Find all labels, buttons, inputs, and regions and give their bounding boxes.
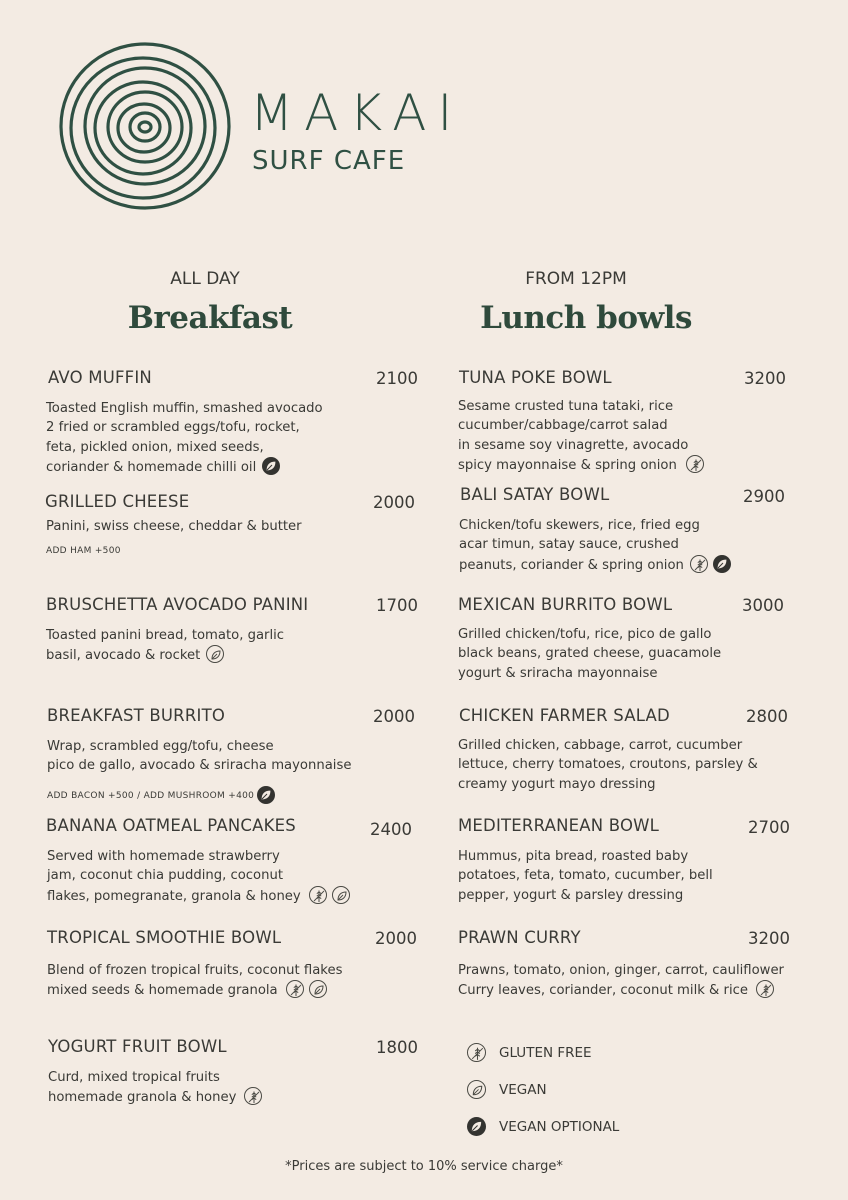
menu-item-price: 2800	[746, 707, 788, 726]
menu-item-name: TUNA POKE BOWL	[459, 368, 612, 387]
legend-vegan-optional: VEGAN OPTIONAL	[467, 1117, 619, 1136]
service-charge-note: *Prices are subject to 10% service charge*	[285, 1159, 563, 1174]
vegan-icon	[332, 886, 350, 904]
gluten-free-icon	[467, 1043, 486, 1062]
menu-item-name: AVO MUFFIN	[48, 368, 152, 387]
menu-item-description: Served with homemade strawberry jam, coconut chia pudding, coconut flakes, pomegranate, granola & honey	[47, 847, 350, 906]
gluten-free-icon	[286, 980, 304, 998]
menu-item-price: 2000	[373, 493, 415, 512]
menu-item-name: PRAWN CURRY	[458, 928, 581, 947]
menu-item-name: YOGURT FRUIT BOWL	[48, 1037, 227, 1056]
lunch-label: FROM 12PM	[525, 269, 627, 289]
vegan-icon	[309, 980, 327, 998]
breakfast-label: ALL DAY	[170, 269, 240, 289]
menu-item-price: 2000	[375, 929, 417, 948]
menu-item-name: MEDITERRANEAN BOWL	[458, 816, 660, 835]
menu-item-price: 3200	[748, 929, 790, 948]
legend-gluten-free: GLUTEN FREE	[467, 1043, 592, 1062]
breakfast-title: Breakfast	[127, 300, 293, 336]
legend-vegan: VEGAN	[467, 1080, 547, 1099]
menu-item-addon: ADD BACON +500 / ADD MUSHROOM +400	[47, 786, 275, 804]
vegan-optional-icon	[713, 555, 731, 573]
menu-item-price: 3200	[744, 369, 786, 388]
menu-item-name: BANANA OATMEAL PANCAKES	[46, 816, 296, 835]
menu-item-description: Grilled chicken/tofu, rice, pico de gallo black beans, grated cheese, guacamole yogurt & sriracha mayonnaise	[458, 627, 722, 681]
spiral-logo-icon	[55, 38, 235, 213]
menu-item-description: Sesame crusted tuna tataki, rice cucumber/cabbage/carrot salad in sesame soy vinagrette, avocado spicy mayonnaise & spring onion	[458, 397, 704, 475]
menu-item-description: Chicken/tofu skewers, rice, fried egg acar timun, satay sauce, crushed peanuts, coriander & spring onion	[459, 516, 731, 575]
gluten-free-icon	[756, 980, 774, 998]
vegan-optional-icon	[257, 786, 275, 804]
menu-item-description: Toasted English muffin, smashed avocado 2 fried or scrambled eggs/tofu, rocket, feta, pickled onion, mixed seeds, coriander & homemade chilli oil	[46, 401, 323, 475]
gluten-free-icon	[244, 1087, 262, 1105]
vegan-optional-icon	[262, 457, 280, 475]
menu-item-description: Wrap, scrambled egg/tofu, cheese pico de gallo, avocado & sriracha mayonnaise	[47, 739, 352, 774]
menu-item-description: Blend of frozen tropical fruits, coconut flakes mixed seeds & homemade granola	[47, 963, 343, 999]
menu-item-description: Prawns, tomato, onion, ginger, carrot, cauliflower Curry leaves, coriander, coconut milk & rice	[458, 963, 784, 999]
menu-item-name: GRILLED CHEESE	[45, 492, 190, 511]
vegan-optional-icon	[467, 1117, 486, 1136]
menu-item-description: Grilled chicken, cabbage, carrot, cucumber lettuce, cherry tomatoes, croutons, parsley & creamy yogurt mayo dressing	[458, 738, 758, 792]
menu-item-name: BRUSCHETTA AVOCADO PANINI	[46, 595, 309, 614]
menu-item-name: BREAKFAST BURRITO	[47, 706, 226, 725]
menu-item-price: 1700	[376, 596, 418, 615]
menu-item-price: 2900	[743, 487, 785, 506]
gluten-free-icon	[309, 886, 327, 904]
menu-item-description: Toasted panini bread, tomato, garlic basil, avocado & rocket	[46, 628, 285, 664]
menu-item-name: BALI SATAY BOWL	[460, 485, 610, 504]
brand-name: MAKAI	[250, 84, 464, 142]
vegan-icon	[206, 645, 224, 663]
lunch-title: Lunch bowls	[480, 300, 692, 336]
gluten-free-icon	[686, 455, 704, 473]
menu-item-price: 3000	[742, 596, 784, 615]
vegan-icon	[467, 1080, 486, 1099]
menu-item-price: 1800	[376, 1038, 418, 1057]
brand-subtitle: SURF CAFE	[252, 146, 406, 176]
menu-item-addon: ADD HAM +500	[46, 546, 121, 556]
menu-item-description: Hummus, pita bread, roasted baby potatoes, feta, tomato, cucumber, bell pepper, yogurt & parsley dressing	[458, 849, 713, 903]
menu-item-price: 2100	[376, 369, 418, 388]
menu-item-description: Panini, swiss cheese, cheddar & butter	[46, 519, 302, 534]
gluten-free-icon	[690, 555, 708, 573]
menu-item-description: Curd, mixed tropical fruits homemade granola & honey	[48, 1068, 262, 1108]
menu-item-price: 2000	[373, 707, 415, 726]
menu-item-name: TROPICAL SMOOTHIE BOWL	[47, 928, 282, 947]
menu-item-name: MEXICAN BURRITO BOWL	[458, 595, 673, 614]
menu-item-price: 2700	[748, 818, 790, 837]
menu-item-price: 2400	[370, 820, 412, 839]
menu-item-name: CHICKEN FARMER SALAD	[459, 706, 670, 725]
